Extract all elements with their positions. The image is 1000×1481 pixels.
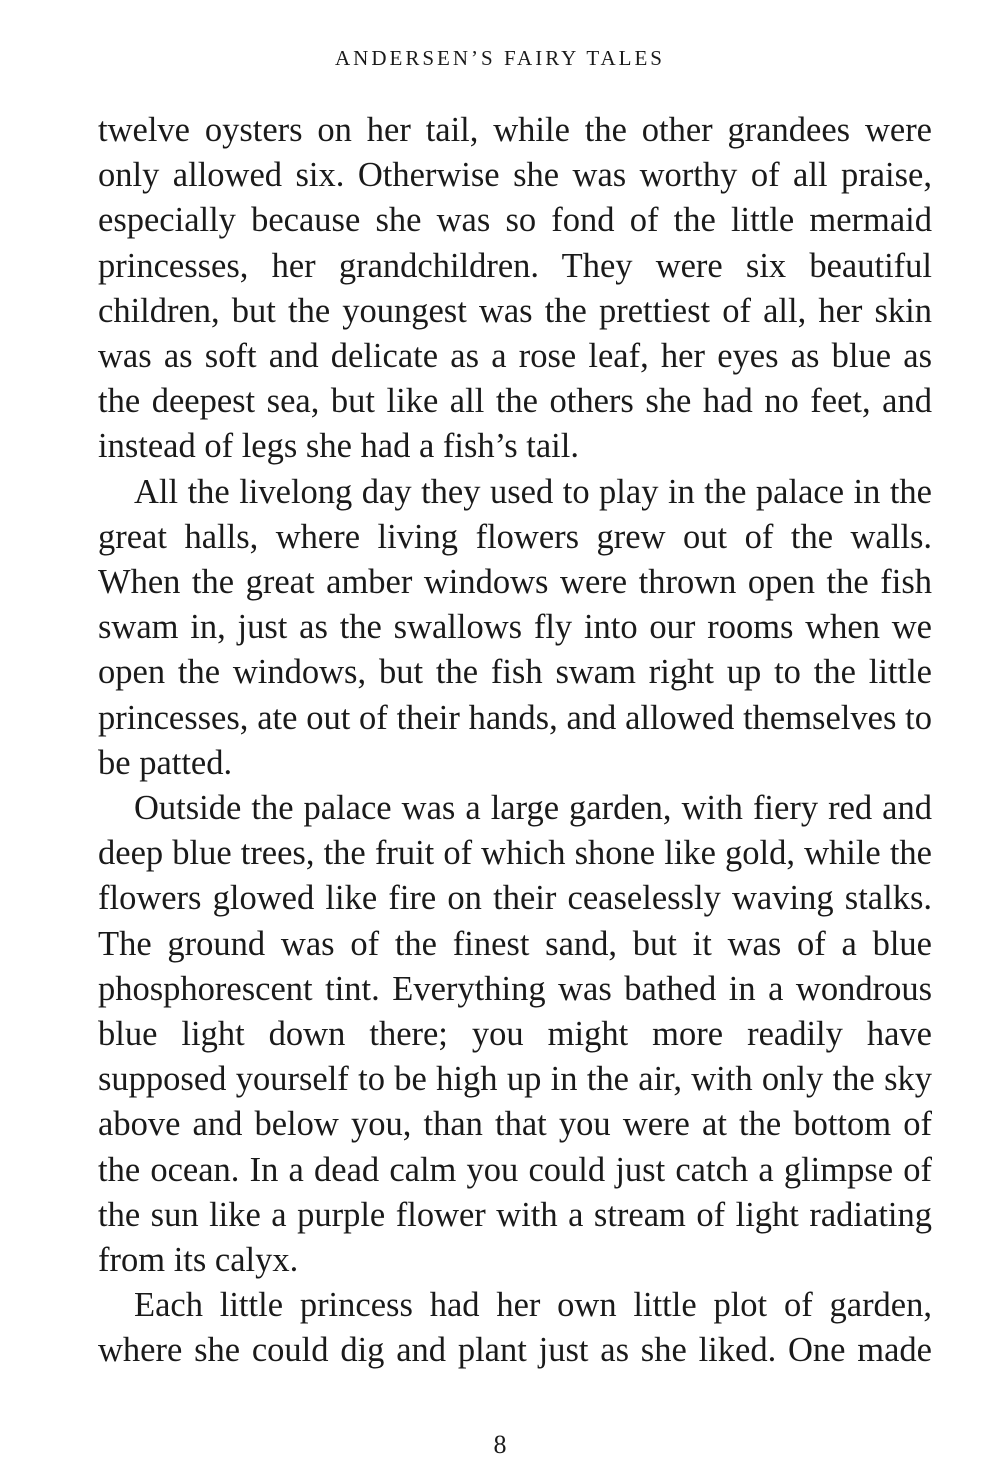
paragraph-4: Each little princess had her own little plot of garden, where she could dig and plant just as she liked. One made xyxy=(98,1286,932,1370)
paragraph-1: twelve oysters on her tail, while the other grandees were only allowed six. Otherwise she was worthy of all praise, especially because she was so fond of the little mermaid princesses, her grandchildren. They were six beautiful children, but the youngest was the prettiest of all, her skin was as soft and delicate as a rose leaf, her eyes as blue as the deepest sea, but like all the others she had no feet, and instead of legs she had a fish’s tail. xyxy=(98,111,932,466)
body-text xyxy=(98,108,932,1374)
page-number: 8 xyxy=(493,1430,507,1459)
paragraph-2: All the livelong day they used to play in the palace in the great halls, where living flowers grew out of the walls. When the great amber windows were thrown open the fish swam in, just as the swallows fly into our rooms when we open the windows, but the fish swam right up to the little princesses, ate out of their hands, and allowed themselves to be patted. xyxy=(98,472,932,782)
paragraph-3: Outside the palace was a large garden, with fiery red and deep blue trees, the fruit of which shone like gold, while the flowers glowed like fire on their ceaselessly waving stalks. The ground was of the finest sand, but it was of a blue phosphorescent tint. Everything was bathed in a wondrous blue light down there; you might more readily have supposed yourself to be high up in the air, with only the sky above and below you, than that you were at the bottom of the ocean. In a dead calm you could just catch a glimpse of the sun like a purple flower with a stream of light radiating from its calyx. xyxy=(98,789,932,1280)
running-head: ANDERSEN’S FAIRY TALES xyxy=(335,46,665,70)
